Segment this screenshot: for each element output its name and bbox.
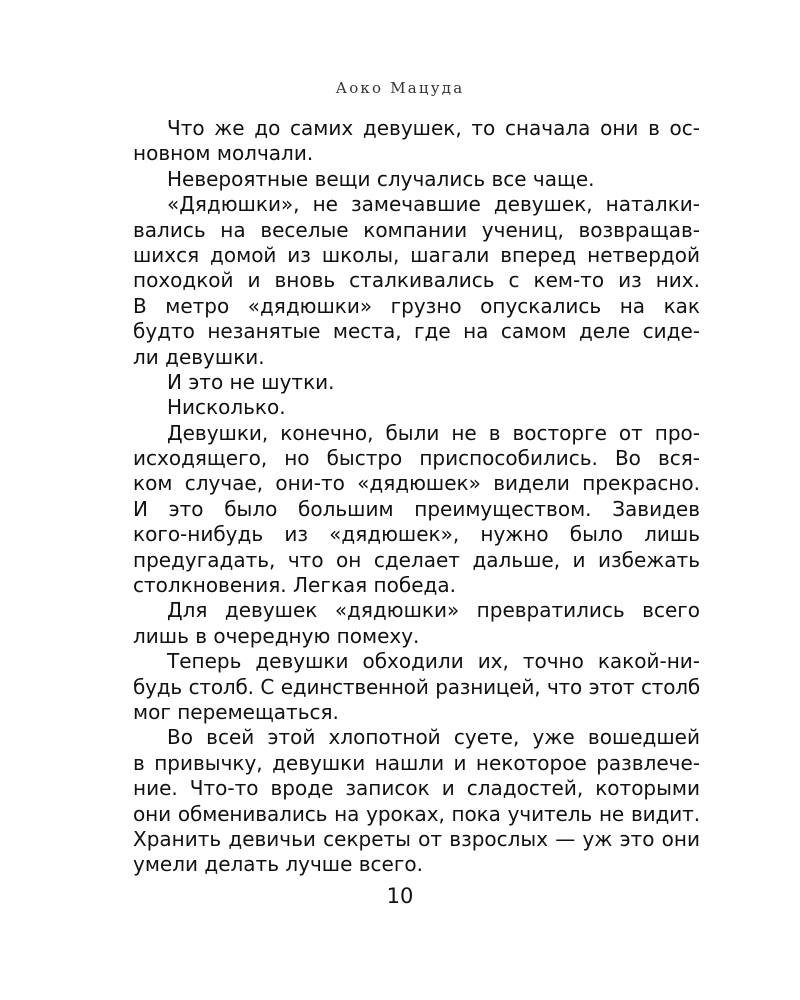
- text-line: мог перемещаться.: [133, 699, 339, 724]
- page-number: 10: [386, 884, 414, 908]
- text-line: Во всей этой хлопотной суете, уже вошедшей: [167, 725, 700, 750]
- text-line: Девушки, конечно, были не в восторге от про-: [167, 420, 700, 445]
- running-head-author: Аоко Мацуда: [335, 79, 465, 97]
- text-line: будто незанятые места, где на самом деле сиде-: [133, 319, 700, 344]
- text-line: В метро «дядюшки» грузно опускались на как: [133, 293, 700, 318]
- text-line: новном молчали.: [133, 141, 314, 166]
- text-line: Теперь девушки обходили их, точно какой-ни-: [167, 649, 700, 674]
- text-line: они обменивались на уроках, пока учитель не видит.: [133, 801, 700, 826]
- text-line: умели делать лучше всего.: [133, 852, 423, 877]
- text-line: кого-нибудь из «дядюшек», нужно было лишь: [133, 522, 700, 547]
- text-line: исходящего, но быстро приспособились. Во вся-: [133, 446, 700, 471]
- text-line: Что же до самих девушек, то сначала они в ос-: [167, 116, 700, 140]
- text-line: Нисколько.: [167, 395, 286, 420]
- text-line: предугадать, что он сделает дальше, и избежать: [133, 547, 700, 572]
- text-line: Хранить девичьи секреты от взрослых — уж это они: [133, 826, 700, 851]
- text-line: будь столб. С единственной разницей, что этот столб: [133, 674, 700, 699]
- body-text: [133, 116, 700, 878]
- text-line: ком случае, они-то «дядюшек» видели прекрасно.: [133, 471, 700, 496]
- text-line: Для девушек «дядюшки» превратились всего: [167, 598, 700, 623]
- text-line: ли девушки.: [133, 344, 265, 369]
- text-line: в привычку, девушки нашли и некоторое развлече-: [133, 750, 700, 775]
- text-line: лишь в очередную помеху.: [133, 623, 420, 648]
- text-line: И это было большим преимуществом. Завидев: [133, 496, 700, 521]
- text-line: И это не шутки.: [167, 369, 335, 394]
- text-line: столкновения. Легкая победа.: [133, 573, 456, 598]
- text-line: Невероятные вещи случались все чаще.: [167, 166, 595, 191]
- text-line: вались на веселые компании учениц, возвращав-: [133, 217, 700, 242]
- text-line: походкой и вновь сталкивались с кем-то из них.: [133, 268, 700, 293]
- text-line: ние. Что-то вроде записок и сладостей, которыми: [133, 776, 700, 801]
- text-line: шихся домой из школы, шагали вперед нетвердой: [133, 242, 700, 267]
- text-line: «Дядюшки», не замечавшие девушек, наталки-: [167, 192, 700, 217]
